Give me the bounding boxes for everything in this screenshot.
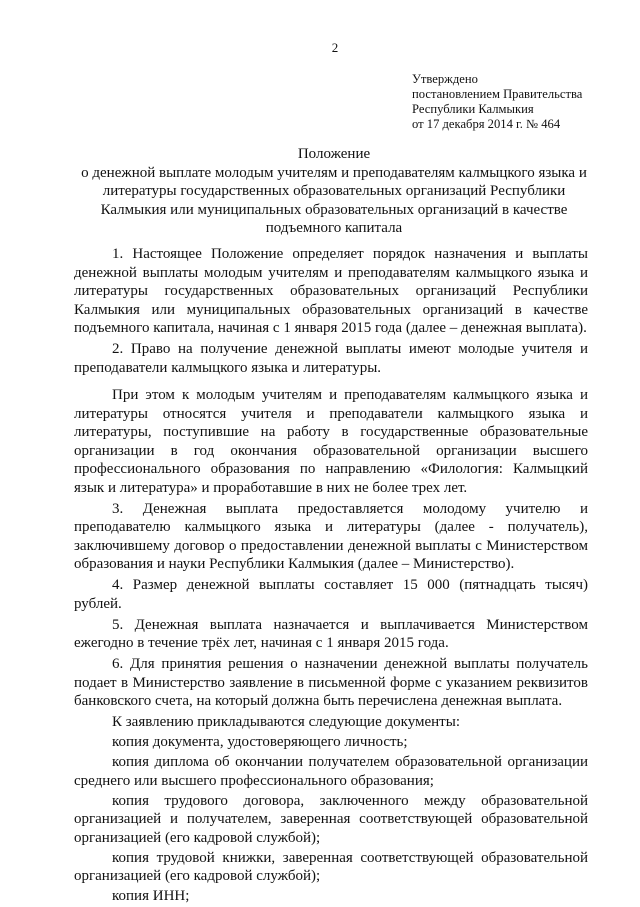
paragraph-2: 2. Право на получение денежной выплаты имеют молодые учителя и преподаватели калмыцкого языка и литературы. bbox=[74, 341, 588, 376]
approval-line-approved: Утверждено bbox=[412, 72, 478, 86]
paragraph-2-detail: При этом к молодым учителям и преподавателям калмыцкого языка и литературы относятся учителя и преподаватели калмыцкого языка и литературы, поступившие на работу в государственные образовательные организации в год окончания образовательной организации высшего профессионального образования по направлению «Филология: Калмыцкий язык и литература» и проработавшие в них не более трех лет. bbox=[74, 387, 588, 496]
approval-line-resolution: постановлением Правительства bbox=[412, 87, 583, 101]
approval-line-republic: Республики Калмыкия bbox=[412, 102, 534, 116]
document-body bbox=[74, 245, 588, 907]
list-item-inn-copy: копия ИНН; bbox=[112, 888, 190, 904]
approval-line-date: от 17 декабря 2014 г. № 464 bbox=[412, 117, 561, 131]
page-number: 2 bbox=[331, 40, 339, 55]
title-line-2: литературы государственных образовательных организаций Республики bbox=[102, 183, 566, 199]
paragraph-5: 5. Денежная выплата назначается и выплачивается Министерством ежегодно в течение трёх лет, начиная с 1 января 2015 года. bbox=[74, 616, 588, 651]
list-item-diploma-copy: копия диплома об окончании получателем образовательной организации среднего или высшего профессионального образования; bbox=[74, 754, 588, 789]
list-item-contract-copy: копия трудового договора, заключенного между образовательной организацией и получателем, заверенная соответствующей образовательной организацией (его кадровой службой); bbox=[74, 792, 588, 846]
paragraph-6: 6. Для принятия решения о назначении денежной выплаты получатель подает в Министерство заявление в письменной форме с указанием реквизитов банковского счета, на который должна быть перечислена денежная выплата. bbox=[74, 656, 588, 709]
paragraph-1: 1. Настоящее Положение определяет порядок назначения и выплаты денежной выплаты молодым учителям и преподавателям калмыцкого языка и литературы государственных образовательных организаций Республики Калмыкия или муниципальных образовательных организаций в качестве подъемного капитала, начиная с 1 января 2015 года (далее – денежная выплата). bbox=[74, 246, 588, 336]
title-line-4: подъемного капитала bbox=[265, 220, 403, 236]
approval-stamp-block bbox=[412, 72, 622, 132]
documents-intro: К заявлению прикладываются следующие документы: bbox=[112, 714, 460, 730]
title-line-1: о денежной выплате молодым учителям и преподавателям калмыцкого языка и bbox=[81, 164, 587, 181]
paragraph-3: 3. Денежная выплата предоставляется молодому учителю и преподавателю калмыцкого языка и литературы (далее - получатель), заключившему договор о предоставлении денежной выплаты с Министерством образования и науки Республики Калмыкия (далее – Министерство). bbox=[74, 500, 588, 572]
title-heading: Положение bbox=[297, 146, 371, 162]
list-item-id-copy: копия документа, удостоверяющего личность; bbox=[112, 734, 408, 750]
list-item-workbook-copy: копия трудовой книжки, заверенная соответствующей образовательной организацией (его кадровой службой); bbox=[74, 849, 588, 884]
paragraph-4: 4. Размер денежной выплаты составляет 15 000 (пятнадцать тысяч) рублей. bbox=[74, 577, 588, 612]
document-title bbox=[74, 145, 594, 238]
title-line-3: Калмыкия или муниципальных образовательных организаций в качестве bbox=[100, 201, 568, 218]
